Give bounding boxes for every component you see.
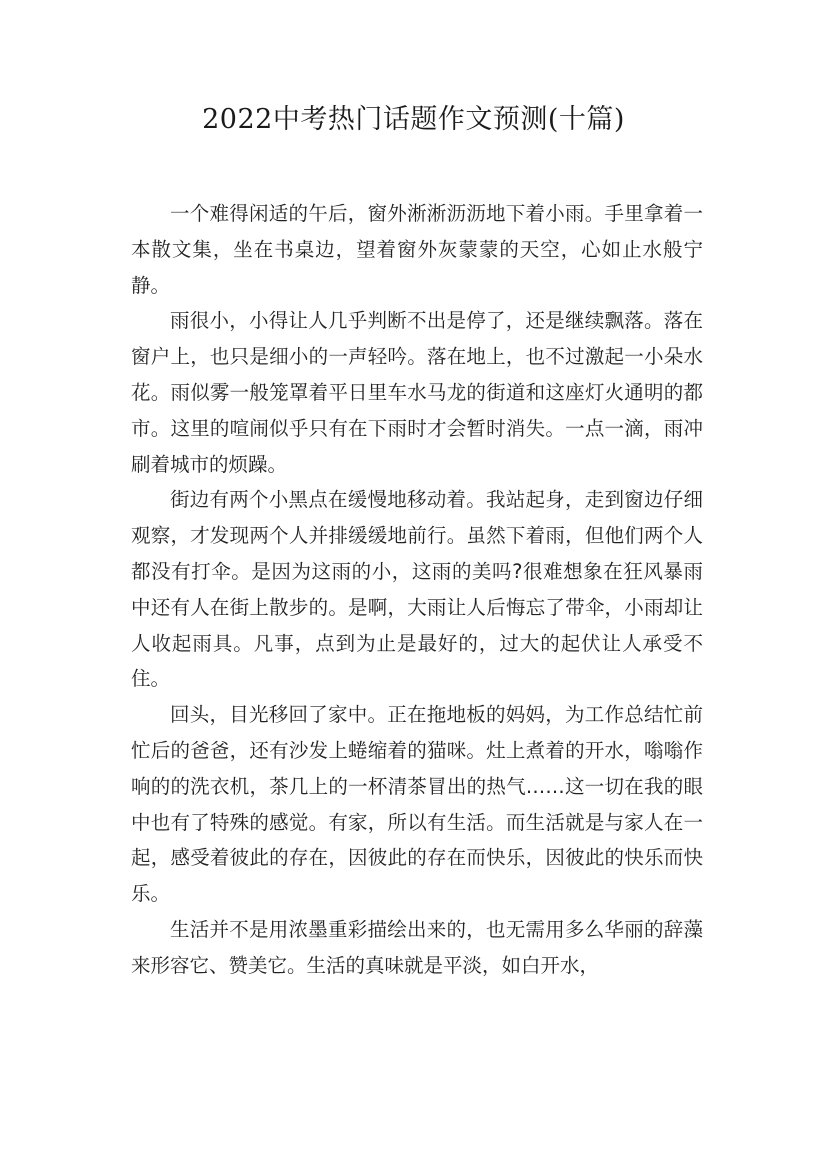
paragraph-2: 雨很小，小得让人几乎判断不出是停了，还是继续飘落。落在窗户上，也只是细小的一声轻吟。落在地上，也不过激起一小朵水花。雨似雾一般笼罩着平日里车水马龙的街道和这座灯火通明的都市。这里的喧闹似乎只有在下雨时才会暂时消失。一点一滴，雨冲刷着城市的烦躁。	[131, 309, 703, 476]
document-body	[131, 196, 703, 984]
document-title: 2022中考热门话题作文预测(十篇)	[202, 104, 625, 135]
paragraph-4: 回头，目光移回了家中。正在拖地板的妈妈，为工作总结忙前忙后的爸爸，还有沙发上蜷缩着的猫咪。灶上煮着的开水，嗡嗡作响的的洗衣机，茶几上的一杯清茶冒出的热气……这一切在我的眼中也有了特殊的感觉。有家，所以有生活。而生活就是与家人在一起，感受着彼此的存在，因彼此的存在而快乐，因彼此的快乐而快乐。	[131, 703, 703, 906]
paragraph-1: 一个难得闲适的午后，窗外淅淅沥沥地下着小雨。手里拿着一本散文集，坐在书桌边，望着窗外灰蒙蒙的天空，心如止水般宁静。	[131, 202, 703, 297]
paragraph-3: 街边有两个小黑点在缓慢地移动着。我站起身，走到窗边仔细观察，才发现两个人并排缓缓地前行。虽然下着雨，但他们两个人都没有打伞。是因为这雨的小，这雨的美吗?很难想象在狂风暴雨中还有人在街上散步的。是啊，大雨让人后悔忘了带伞，小雨却让人收起雨具。凡事，点到为止是最好的，过大的起伏让人承受不住。	[131, 488, 703, 691]
paragraph-5: 生活并不是用浓墨重彩描绘出来的，也无需用多么华丽的辞藻来形容它、赞美它。生活的真味就是平淡，如白开水，	[131, 917, 703, 977]
